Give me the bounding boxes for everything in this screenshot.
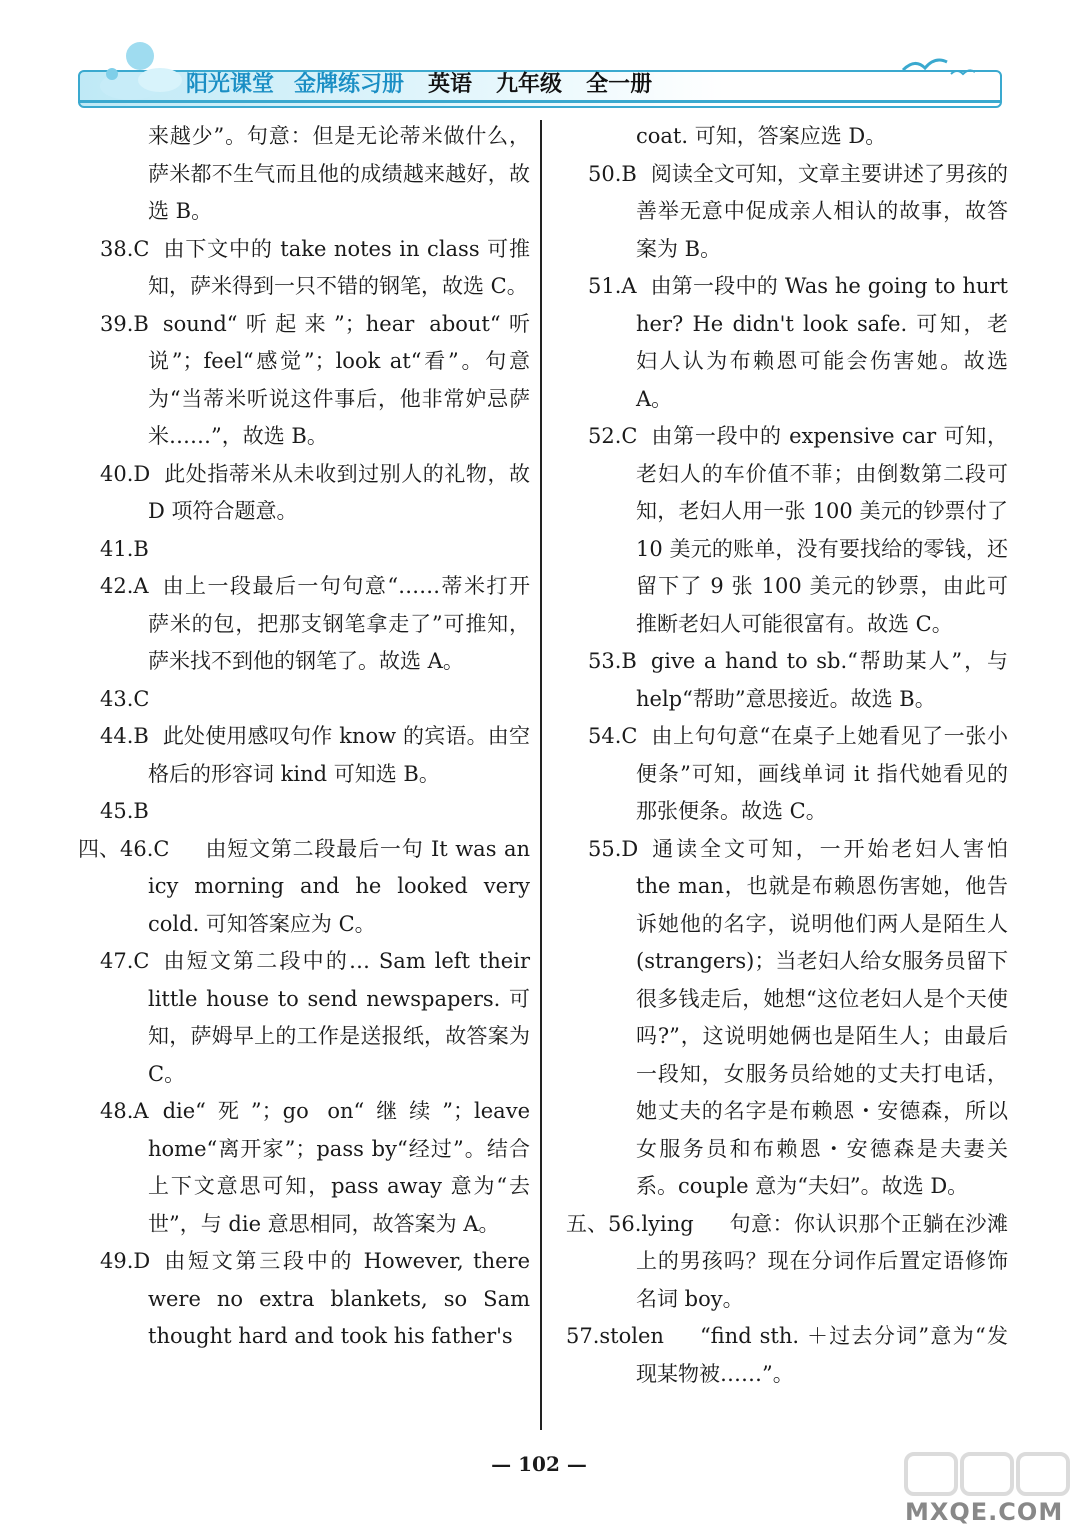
answer-entry [588,156,1008,269]
right-entries [566,156,1008,1394]
answer-explanation: sound“听起来”；hear about“听说”；feel“感觉”；look at“看”。句意为“当蒂米听说这件事后，他非常妒忌萨米……”，故选 B。 [148,311,530,448]
answer-explanation: 此处指蒂米从未收到过别人的礼物，故 D 项符合题意。 [148,461,530,523]
answer-entry [588,643,1008,718]
answer-entry [100,568,530,681]
answer-number: 55.D [588,836,639,861]
column-divider [540,120,542,1430]
answer-number: 41.B [100,536,149,561]
book-name: 金牌练习册 [294,72,405,97]
answer-explanation: 由短文第二段最后一句 It was an icy morning and he looked very cold. 可知答案应为 C。 [148,836,530,936]
answer-entry [78,831,530,944]
page-header [0,0,1078,112]
answer-entry [566,1318,1008,1393]
answer-number: 40.D [100,461,151,486]
answer-number: 48.A [100,1099,149,1123]
answer-number: 54.C [588,724,638,748]
volume: 全一册 [586,72,653,97]
seagull-icon [895,48,985,88]
answer-entry [566,1206,1008,1319]
left-entries [78,231,530,1356]
subject: 英语 [428,72,473,97]
answer-number: 五、56.lying [566,1211,694,1236]
page-number: — 102 — [491,1452,587,1476]
answer-explanation: “find sth. ＋过去分词”意为“发现某物被……”。 [636,1324,1008,1386]
answer-explanation: 由第一段中的 expensive car 可知，老妇人的车价值不菲；由倒数第二段可知，老妇人用一张 100 美元的钞票付了 10 美元的账单，没有要找给的零钱，还留下了 9 张 100 美元的钞票，由此可推断老妇人可能很富有。故选 C。 [636,424,1008,636]
left-continuation: 来越少”。句意：但是无论蒂米做什么，萨米都不生气而且他的成绩越来越好，故选 B。 [148,124,530,223]
answer-explanation: 由第一段中的 Was he going to hurt her? He didn't look safe. 可知，老妇人认为布赖恩可能会伤害她。故选 A。 [636,274,1008,411]
answer-number: 47.C [100,949,150,973]
answer-entry [100,1243,530,1356]
answer-explanation: give a hand to sb.“帮助某人”，与 help“帮助”意思接近。故选 B。 [636,649,1008,711]
answer-entry [100,718,530,793]
answer-number: 57.stolen [566,1324,664,1348]
answer-number: 39.B [100,311,149,336]
answer-explanation: die“死”；go on“继续”；leave home“离开家”；pass by“经过”。结合上下文意思可知，pass away 意为“去世”，与 die 意思相同，故答案为 A。 [148,1099,530,1236]
answer-number: 49.D [100,1249,151,1273]
series-name: 阳光课堂 [186,72,275,97]
answer-number: 四、46.C [78,836,170,861]
answer-entry [588,718,1008,831]
answer-entry [100,531,530,569]
answer-number: 44.B [100,724,149,748]
left-column [78,118,530,1356]
answer-entry [100,943,530,1093]
answer-explanation: 通读全文可知，一开始老妇人害怕 the man，也就是布赖恩伤害她，他告诉她他的名字，说明他们两人是陌生人(strangers)；当老妇人给女服务员留下很多钱走后，她想“这位老妇人是个天使吗?”，这说明她俩也是陌生人；由最后一段知，女服务员给她的丈夫打电话，她丈夫的名字是布赖恩・安德森，所以女服务员和布赖恩・安德森是夫妻关系。couple 意为“夫妇”。故选 D。 [636,836,1008,1198]
answer-number: 52.C [588,424,638,448]
right-column [566,118,1008,1393]
answer-explanation: 由上一段最后一句句意“……蒂米打开萨米的包，把那支钢笔拿走了”可推知，萨米找不到他的钢笔了。故选 A。 [148,574,530,673]
answer-entry [588,831,1008,1206]
answer-explanation [148,793,530,831]
answer-explanation: 此处使用感叹句作 know 的宾语。由空格后的形容词 kind 可知选 B。 [148,724,530,786]
answer-explanation: 由短文第三段中的 However, there were no extra blankets, so Sam thought hard and took his father's [148,1249,530,1348]
answer-explanation [148,531,530,569]
answer-explanation: 句意：你认识那个正躺在沙滩上的男孩吗？现在分词作后置定语修饰名词 boy。 [636,1211,1008,1311]
answer-number: 51.A [588,274,637,298]
answer-explanation: 由短文第二段中的… Sam left their little house to send newspapers. 可知，萨姆早上的工作是送报纸，故答案为 C。 [148,949,530,1086]
answer-explanation: 阅读全文可知，文章主要讲述了男孩的善举无意中促成亲人相认的故事，故答案为 B。 [636,161,1008,261]
answer-entry [100,681,530,719]
answer-explanation: 由上句句意“在桌子上她看见了一张小便条”可知，画线单词 it 指代她看见的那张便条。故选 C。 [636,724,1008,823]
answer-entry [100,793,530,831]
answer-number: 45.B [100,799,149,823]
right-continuation: coat. 可知，答案应选 D。 [636,124,887,148]
answer-number: 38.C [100,236,150,261]
sun-cloud-icon [90,34,200,104]
answer-explanation: 由下文中的 take notes in class 可推知，萨米得到一只不错的钢笔，故选 C。 [148,236,530,298]
watermark-text: MXQE.COM [905,1498,1064,1526]
answer-entry [100,456,530,531]
answer-explanation [148,681,530,719]
answer-entry [100,1093,530,1243]
answer-entry [100,231,530,306]
answer-entry [100,306,530,456]
answer-entry [588,268,1008,418]
header-title [186,68,676,102]
grade: 九年级 [496,72,563,97]
answer-number: 53.B [588,649,637,673]
answer-number: 43.C [100,686,150,711]
answer-number: 42.A [100,574,149,598]
answer-number: 50.B [588,161,637,186]
answer-entry [588,418,1008,643]
